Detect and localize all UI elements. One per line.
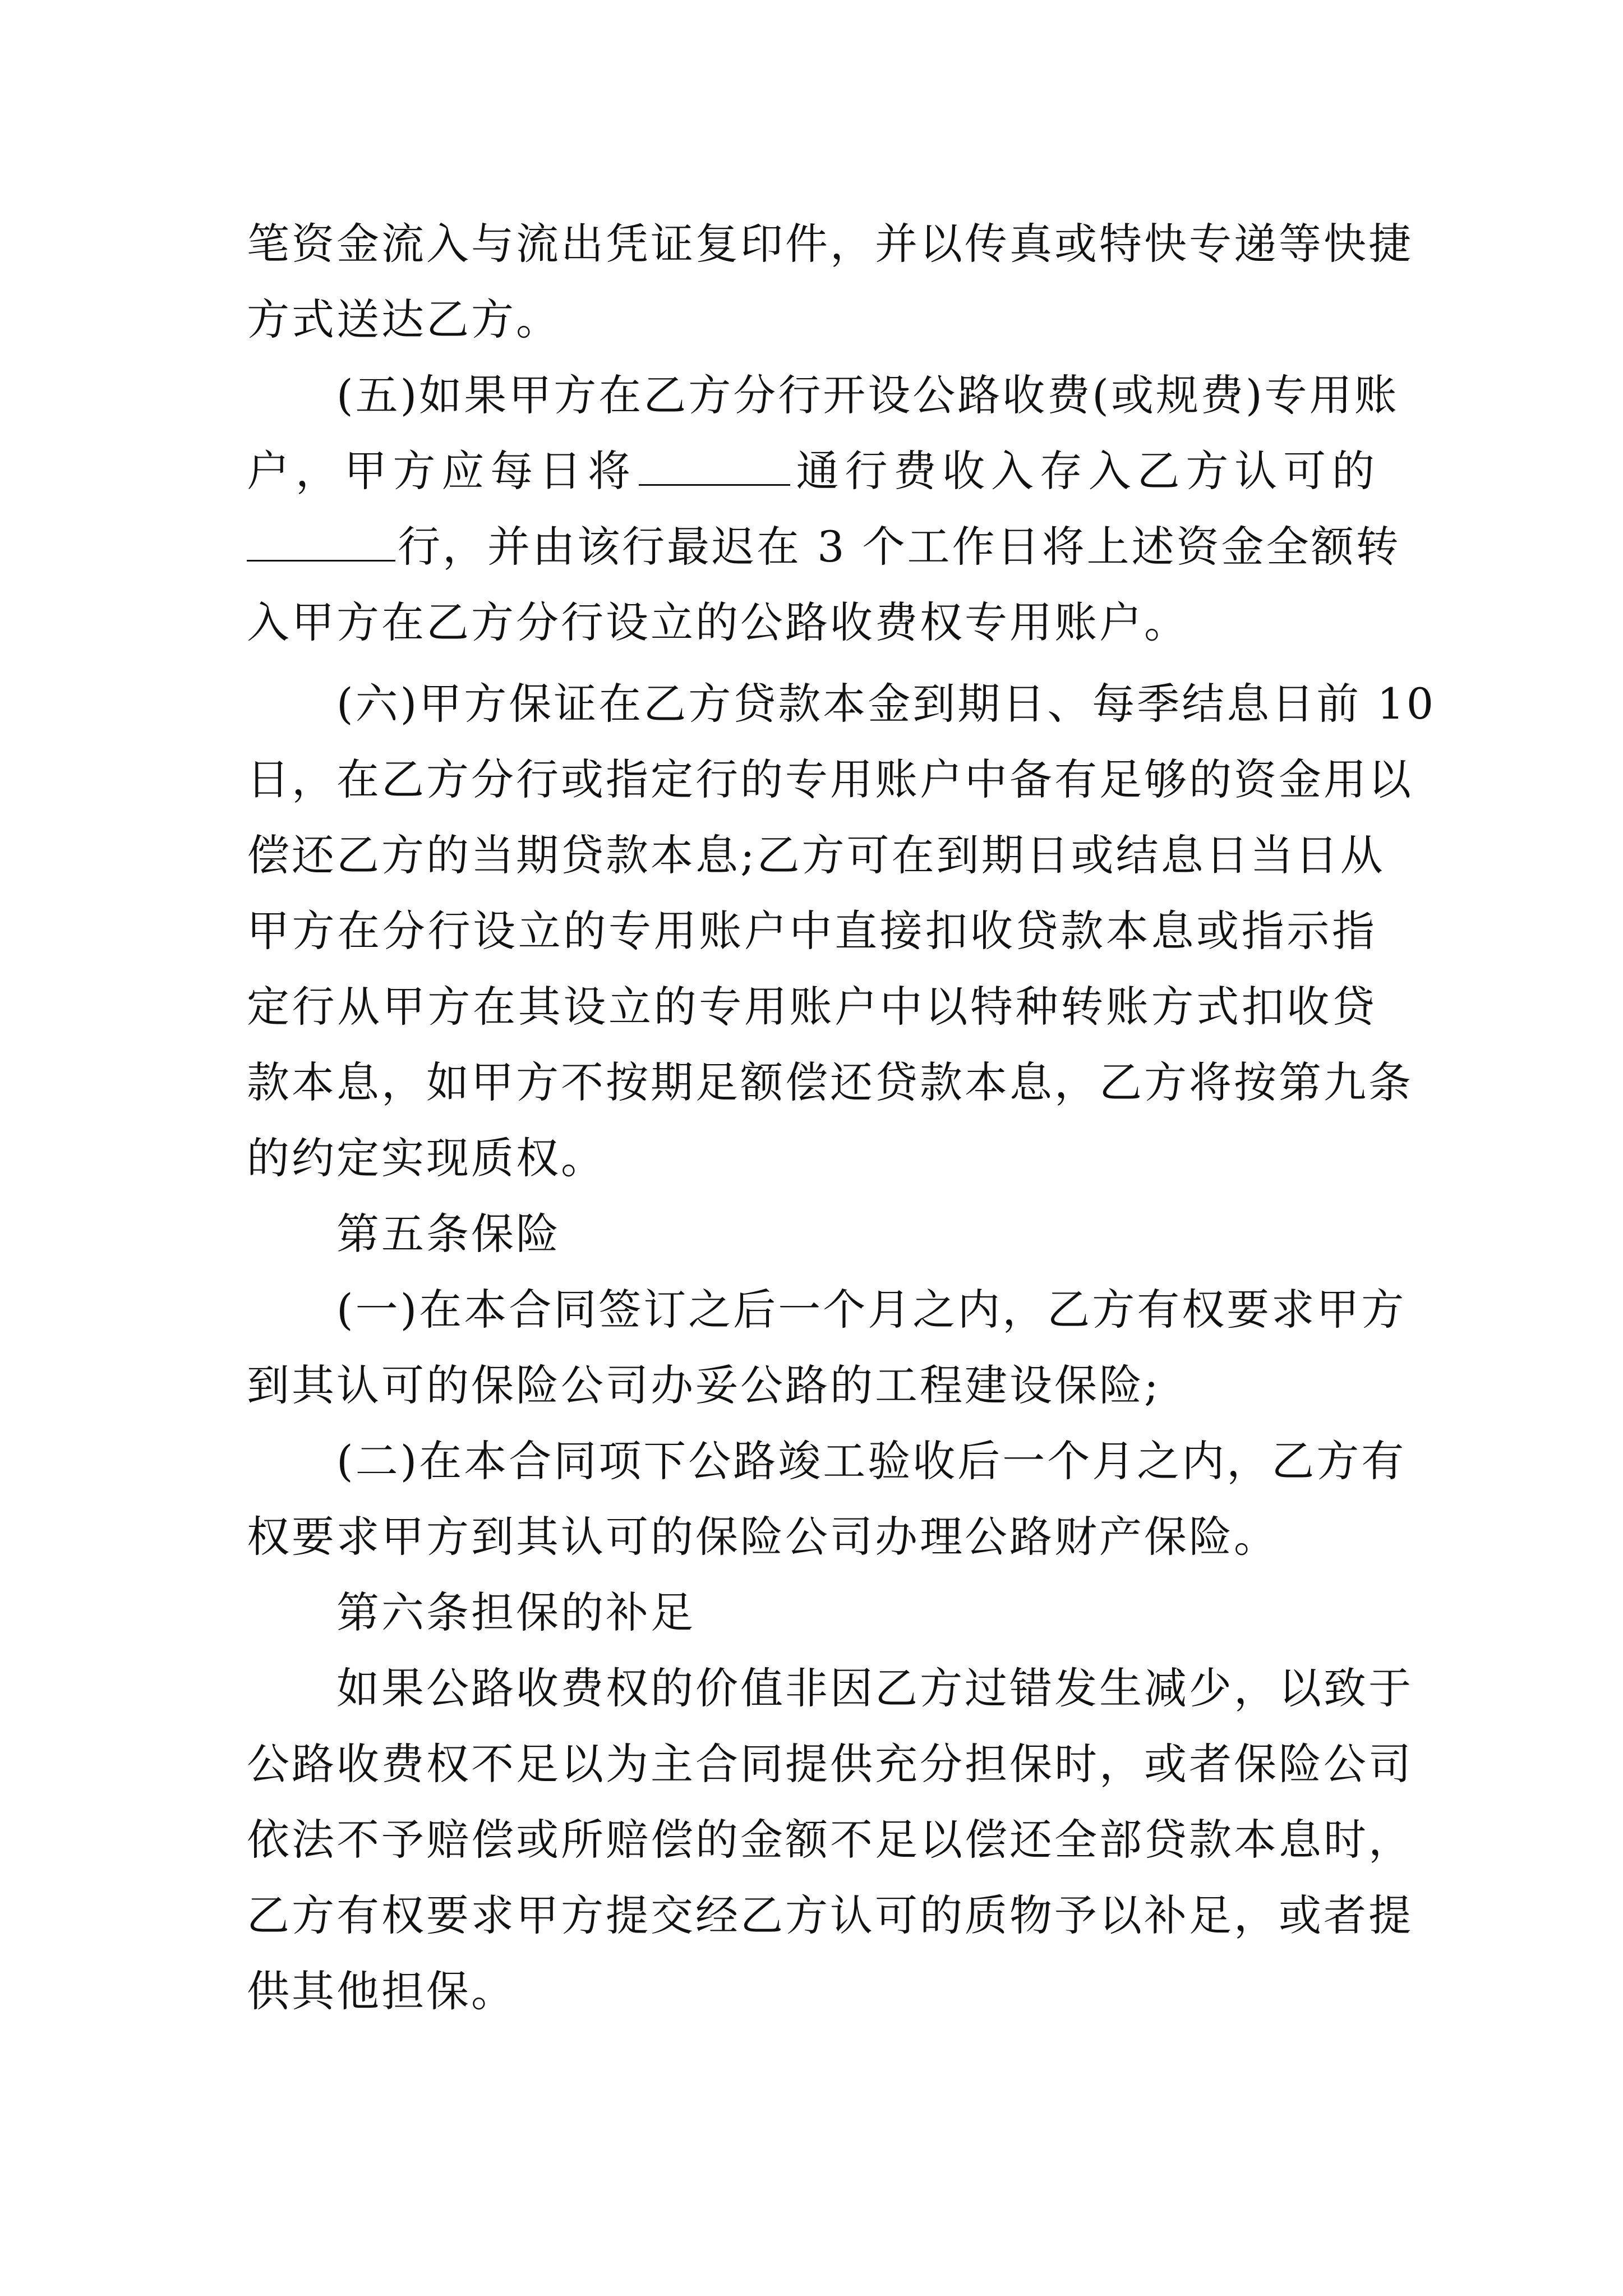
text-line: 的约定实现质权。: [247, 1133, 606, 1183]
fill-in-blank: [247, 523, 395, 562]
text-line-with-blank: [247, 443, 1377, 499]
text-line: 公路收费权不足以为主合同提供充分担保时，或者保险公司: [247, 1739, 1413, 1789]
text-line: 如果公路收费权的价值非因乙方过错发生减少，以致于: [336, 1663, 1413, 1713]
text-line: 供其他担保。: [247, 1966, 516, 2016]
text-line: 到其认可的保险公司办妥公路的工程建设保险;: [247, 1360, 1161, 1410]
text-segment: 行，并由该行最迟在 3 个工作日将上述资金全额转: [398, 522, 1401, 572]
text-line: 款本息，如甲方不按期足额偿还贷款本息，乙方将按第九条: [247, 1057, 1413, 1107]
fill-in-blank: [639, 447, 790, 486]
article-heading: 第五条保险: [336, 1209, 561, 1259]
text-line: 日，在乙方分行或指定行的专用账户中备有足够的资金用以: [247, 754, 1413, 804]
text-line: 偿还乙方的当期贷款本息;乙方可在到期日或结息日当日从: [247, 830, 1385, 880]
text-line: (一)在本合同签订之后一个月之内，乙方有权要求甲方: [336, 1285, 1407, 1335]
text-line: 甲方在分行设立的专用账户中直接扣收贷款本息或指示指: [247, 906, 1377, 956]
text-line: 定行从甲方在其设立的专用账户中以特种转账方式扣收贷: [247, 982, 1377, 1032]
text-line: 依法不予赔偿或所赔偿的金额不足以偿还全部贷款本息时，: [247, 1815, 1413, 1865]
text-line: 方式送达乙方。: [247, 295, 561, 344]
text-line-with-blank: [247, 519, 1401, 575]
text-segment: 户，甲方应每日将: [247, 446, 637, 496]
text-line: (五)如果甲方在乙方分行开设公路收费(或规费)专用账: [336, 370, 1399, 420]
text-line: 笔资金流入与流出凭证复印件，并以传真或特快专递等快捷: [247, 219, 1413, 269]
article-heading: 第六条担保的补足: [336, 1588, 695, 1637]
text-line: (二)在本合同项下公路竣工验收后一个月之内，乙方有: [336, 1436, 1407, 1486]
text-line: (六)甲方保证在乙方贷款本金到期日、每季结息日前 10: [336, 679, 1436, 729]
text-line: 乙方有权要求甲方提交经乙方认可的质物予以补足，或者提: [247, 1890, 1413, 1940]
text-line: 入甲方在乙方分行设立的公路收费权专用账户。: [247, 597, 1189, 647]
text-segment: 通行费收入存入乙方认可的: [792, 446, 1377, 496]
text-line: 权要求甲方到其认可的保险公司办理公路财产保险。: [247, 1512, 1279, 1562]
